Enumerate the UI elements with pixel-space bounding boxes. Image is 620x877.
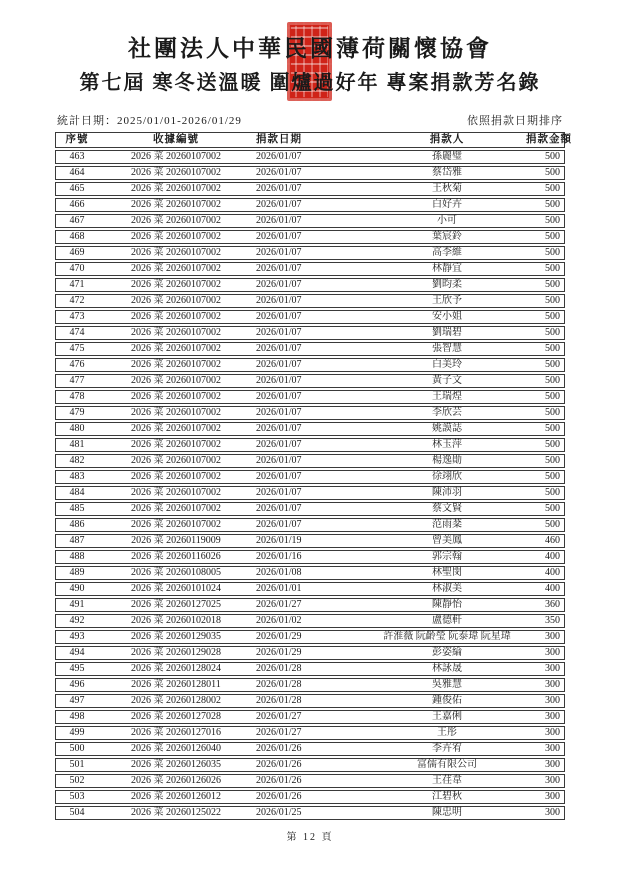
cell-seq: 496 bbox=[69, 679, 85, 690]
cell-amount: 500 bbox=[545, 359, 560, 370]
cell-receipt-no: 2026 菜 20260102018 bbox=[131, 615, 221, 626]
cell-donor: 許淮薇 阮齡瑩 阮泰瑋 阮星瑋 bbox=[383, 631, 511, 642]
cell-amount: 300 bbox=[545, 695, 560, 706]
cell-receipt-no: 2026 菜 20260107002 bbox=[131, 455, 221, 466]
cell-donor: 林詠晟 bbox=[432, 663, 462, 674]
cell-donation-date: 2026/01/07 bbox=[256, 455, 302, 466]
cell-seq: 479 bbox=[69, 407, 85, 418]
cell-receipt-no: 2026 菜 20260107002 bbox=[131, 183, 221, 194]
table-row bbox=[55, 454, 565, 468]
cell-amount: 500 bbox=[545, 503, 560, 514]
cell-receipt-no: 2026 菜 20260107002 bbox=[131, 407, 221, 418]
cell-receipt-no: 2026 菜 20260107002 bbox=[131, 375, 221, 386]
table-row bbox=[55, 694, 565, 708]
table-row bbox=[55, 294, 565, 308]
cell-seq: 480 bbox=[69, 423, 85, 434]
cell-donor: 吳雅慧 bbox=[432, 679, 462, 690]
cell-amount: 500 bbox=[545, 279, 560, 290]
table-row bbox=[55, 438, 565, 452]
cell-donation-date: 2026/01/26 bbox=[256, 759, 302, 770]
cell-donor: 王欣予 bbox=[432, 295, 462, 306]
cell-amount: 500 bbox=[545, 423, 560, 434]
cell-donation-date: 2026/01/07 bbox=[256, 215, 302, 226]
cell-donor: 王荏韋 bbox=[432, 775, 462, 786]
cell-receipt-no: 2026 菜 20260107002 bbox=[131, 199, 221, 210]
table-row bbox=[55, 582, 565, 596]
cell-amount: 300 bbox=[545, 647, 560, 658]
cell-donor: 小可 bbox=[437, 215, 457, 226]
cell-amount: 500 bbox=[545, 263, 560, 274]
cell-donation-date: 2026/01/07 bbox=[256, 375, 302, 386]
table-row bbox=[55, 790, 565, 804]
cell-donation-date: 2026/01/07 bbox=[256, 471, 302, 482]
cell-amount: 500 bbox=[545, 215, 560, 226]
cell-seq: 463 bbox=[69, 151, 85, 162]
cell-donor: 安小姐 bbox=[432, 311, 462, 322]
table-body bbox=[55, 150, 565, 820]
cell-donation-date: 2026/01/07 bbox=[256, 247, 302, 258]
cell-donation-date: 2026/01/07 bbox=[256, 151, 302, 162]
cell-amount: 500 bbox=[545, 407, 560, 418]
cell-receipt-no: 2026 菜 20260127025 bbox=[131, 599, 221, 610]
cell-donor: 林玉萍 bbox=[432, 439, 462, 450]
cell-donor: 林聖閔 bbox=[432, 567, 462, 578]
cell-donor: 江碧秋 bbox=[432, 791, 462, 802]
cell-donation-date: 2026/01/07 bbox=[256, 279, 302, 290]
cell-seq: 473 bbox=[69, 311, 85, 322]
table-row bbox=[55, 262, 565, 276]
cell-donor: 富儒有限公司 bbox=[417, 759, 477, 770]
cell-amount: 400 bbox=[545, 551, 560, 562]
cell-seq: 501 bbox=[69, 759, 85, 770]
cell-amount: 300 bbox=[545, 663, 560, 674]
cell-donation-date: 2026/01/28 bbox=[256, 695, 302, 706]
cell-amount: 400 bbox=[545, 567, 560, 578]
table-row bbox=[55, 358, 565, 372]
cell-amount: 500 bbox=[545, 167, 560, 178]
table-row bbox=[55, 518, 565, 532]
cell-seq: 490 bbox=[69, 583, 85, 594]
cell-seq: 472 bbox=[69, 295, 85, 306]
cell-seq: 476 bbox=[69, 359, 85, 370]
cell-seq: 475 bbox=[69, 343, 85, 354]
cell-receipt-no: 2026 菜 20260107002 bbox=[131, 295, 221, 306]
table-row bbox=[55, 390, 565, 404]
cell-amount: 300 bbox=[545, 679, 560, 690]
cell-receipt-no: 2026 菜 20260127016 bbox=[131, 727, 221, 738]
cell-donor: 姚謨誌 bbox=[432, 423, 462, 434]
cell-receipt-no: 2026 菜 20260107002 bbox=[131, 343, 221, 354]
cell-receipt-no: 2026 菜 20260107002 bbox=[131, 231, 221, 242]
cell-seq: 465 bbox=[69, 183, 85, 194]
table-row bbox=[55, 486, 565, 500]
cell-receipt-no: 2026 菜 20260107002 bbox=[131, 391, 221, 402]
cell-receipt-no: 2026 菜 20260126012 bbox=[131, 791, 221, 802]
table-row bbox=[55, 374, 565, 388]
cell-seq: 469 bbox=[69, 247, 85, 258]
cell-donation-date: 2026/01/07 bbox=[256, 519, 302, 530]
sort-order-label: 依照捐款日期排序 bbox=[467, 115, 563, 127]
cell-donation-date: 2026/01/28 bbox=[256, 663, 302, 674]
cell-amount: 300 bbox=[545, 631, 560, 642]
association-title: 社團法人中華民國薄荷關懷協會 bbox=[128, 36, 492, 61]
table-row bbox=[55, 678, 565, 692]
table-row bbox=[55, 230, 565, 244]
header-donor: 捐款人 bbox=[429, 134, 465, 145]
cell-receipt-no: 2026 菜 20260107002 bbox=[131, 279, 221, 290]
cell-donation-date: 2026/01/07 bbox=[256, 487, 302, 498]
cell-donation-date: 2026/01/16 bbox=[256, 551, 302, 562]
cell-donor: 黃子文 bbox=[432, 375, 462, 386]
table-row bbox=[55, 566, 565, 580]
cell-amount: 500 bbox=[545, 439, 560, 450]
cell-donation-date: 2026/01/07 bbox=[256, 407, 302, 418]
cell-seq: 492 bbox=[69, 615, 85, 626]
cell-receipt-no: 2026 菜 20260107002 bbox=[131, 359, 221, 370]
cell-receipt-no: 2026 菜 20260107002 bbox=[131, 487, 221, 498]
cell-receipt-no: 2026 菜 20260127028 bbox=[131, 711, 221, 722]
cell-seq: 498 bbox=[69, 711, 85, 722]
cell-amount: 300 bbox=[545, 791, 560, 802]
stats-date-label: 統計日期：2025/01/01-2026/01/29 bbox=[57, 115, 242, 127]
cell-donation-date: 2026/01/07 bbox=[256, 263, 302, 274]
cell-donor: 李卉宥 bbox=[432, 743, 462, 754]
table-row bbox=[55, 630, 565, 644]
cell-donation-date: 2026/01/27 bbox=[256, 599, 302, 610]
cell-receipt-no: 2026 菜 20260107002 bbox=[131, 327, 221, 338]
cell-donor: 蔡岱雅 bbox=[432, 167, 462, 178]
campaign-subtitle: 第七屆 寒冬送溫暖 圍爐過好年 專案捐款芳名錄 bbox=[79, 72, 541, 94]
cell-donation-date: 2026/01/29 bbox=[256, 631, 302, 642]
cell-donor: 王彤 bbox=[437, 727, 457, 738]
cell-receipt-no: 2026 菜 20260107002 bbox=[131, 311, 221, 322]
cell-donor: 郭宗翰 bbox=[432, 551, 462, 562]
cell-seq: 482 bbox=[69, 455, 85, 466]
table-row bbox=[55, 502, 565, 516]
cell-receipt-no: 2026 菜 20260128024 bbox=[131, 663, 221, 674]
cell-seq: 494 bbox=[69, 647, 85, 658]
cell-amount: 500 bbox=[545, 183, 560, 194]
cell-donor: 范雨棻 bbox=[432, 519, 462, 530]
cell-seq: 474 bbox=[69, 327, 85, 338]
cell-amount: 500 bbox=[545, 327, 560, 338]
cell-amount: 500 bbox=[545, 199, 560, 210]
table-row bbox=[55, 406, 565, 420]
table-row bbox=[55, 422, 565, 436]
cell-donation-date: 2026/01/26 bbox=[256, 743, 302, 754]
cell-donor: 陳靜怡 bbox=[432, 599, 462, 610]
cell-receipt-no: 2026 菜 20260107002 bbox=[131, 263, 221, 274]
cell-donation-date: 2026/01/07 bbox=[256, 199, 302, 210]
cell-seq: 497 bbox=[69, 695, 85, 706]
table-row bbox=[55, 470, 565, 484]
cell-seq: 483 bbox=[69, 471, 85, 482]
cell-receipt-no: 2026 菜 20260101024 bbox=[131, 583, 221, 594]
cell-donation-date: 2026/01/07 bbox=[256, 359, 302, 370]
cell-donation-date: 2026/01/07 bbox=[256, 391, 302, 402]
cell-amount: 500 bbox=[545, 295, 560, 306]
cell-amount: 500 bbox=[545, 343, 560, 354]
cell-amount: 500 bbox=[545, 231, 560, 242]
cell-donor: 盧德軒 bbox=[432, 615, 462, 626]
cell-receipt-no: 2026 菜 20260126026 bbox=[131, 775, 221, 786]
cell-donation-date: 2026/01/27 bbox=[256, 727, 302, 738]
cell-receipt-no: 2026 菜 20260107002 bbox=[131, 167, 221, 178]
cell-seq: 489 bbox=[69, 567, 85, 578]
table-row bbox=[55, 182, 565, 196]
cell-donor: 劉昀柔 bbox=[432, 279, 462, 290]
cell-receipt-no: 2026 菜 20260125022 bbox=[131, 807, 221, 818]
cell-donation-date: 2026/01/27 bbox=[256, 711, 302, 722]
cell-seq: 486 bbox=[69, 519, 85, 530]
cell-seq: 468 bbox=[69, 231, 85, 242]
cell-donation-date: 2026/01/26 bbox=[256, 791, 302, 802]
cell-seq: 466 bbox=[69, 199, 85, 210]
table-row bbox=[55, 726, 565, 740]
cell-amount: 500 bbox=[545, 519, 560, 530]
cell-amount: 500 bbox=[545, 487, 560, 498]
table-row bbox=[55, 806, 565, 820]
cell-seq: 470 bbox=[69, 263, 85, 274]
cell-seq: 471 bbox=[69, 279, 85, 290]
table-row bbox=[55, 246, 565, 260]
cell-amount: 400 bbox=[545, 583, 560, 594]
cell-receipt-no: 2026 菜 20260129028 bbox=[131, 647, 221, 658]
cell-seq: 504 bbox=[69, 807, 85, 818]
cell-seq: 487 bbox=[69, 535, 85, 546]
cell-amount: 350 bbox=[545, 615, 560, 626]
cell-amount: 500 bbox=[545, 471, 560, 482]
cell-donor: 蔡文賢 bbox=[432, 503, 462, 514]
cell-receipt-no: 2026 菜 20260107002 bbox=[131, 503, 221, 514]
table-header-row bbox=[55, 132, 572, 148]
cell-donor: 王秋菊 bbox=[432, 183, 462, 194]
table-row bbox=[55, 150, 565, 164]
table-row bbox=[55, 166, 565, 180]
cell-amount: 300 bbox=[545, 775, 560, 786]
cell-amount: 360 bbox=[545, 599, 560, 610]
cell-receipt-no: 2026 菜 20260128011 bbox=[131, 679, 221, 690]
cell-receipt-no: 2026 菜 20260126040 bbox=[131, 743, 221, 754]
cell-donor: 楊逸勛 bbox=[432, 455, 462, 466]
cell-receipt-no: 2026 菜 20260107002 bbox=[131, 519, 221, 530]
cell-donation-date: 2026/01/07 bbox=[256, 439, 302, 450]
cell-seq: 478 bbox=[69, 391, 85, 402]
table-row bbox=[55, 534, 565, 548]
cell-seq: 503 bbox=[69, 791, 85, 802]
cell-donation-date: 2026/01/07 bbox=[256, 183, 302, 194]
cell-donation-date: 2026/01/07 bbox=[256, 423, 302, 434]
header-donation-date: 捐款日期 bbox=[256, 134, 302, 145]
table-row bbox=[55, 550, 565, 564]
cell-donation-date: 2026/01/08 bbox=[256, 567, 302, 578]
table-row bbox=[55, 646, 565, 660]
cell-amount: 300 bbox=[545, 711, 560, 722]
cell-donor: 白好卉 bbox=[432, 199, 462, 210]
cell-donor: 彭姿綸 bbox=[432, 647, 462, 658]
page-number: 第 12 頁 bbox=[286, 832, 334, 843]
cell-amount: 500 bbox=[545, 151, 560, 162]
cell-donor: 林靜宜 bbox=[432, 263, 462, 274]
cell-seq: 464 bbox=[69, 167, 85, 178]
cell-donation-date: 2026/01/07 bbox=[256, 503, 302, 514]
table-row bbox=[55, 198, 565, 212]
cell-seq: 491 bbox=[69, 599, 85, 610]
cell-seq: 485 bbox=[69, 503, 85, 514]
cell-seq: 495 bbox=[69, 663, 85, 674]
cell-receipt-no: 2026 菜 20260107002 bbox=[131, 151, 221, 162]
cell-receipt-no: 2026 菜 20260107002 bbox=[131, 247, 221, 258]
cell-seq: 488 bbox=[69, 551, 85, 562]
table-row bbox=[55, 742, 565, 756]
cell-donor: 曾美鳳 bbox=[432, 535, 462, 546]
cell-donor: 孫麗璧 bbox=[432, 151, 462, 162]
cell-donor: 徐翊欣 bbox=[432, 471, 462, 482]
header-amount: 捐款金額 bbox=[526, 134, 572, 145]
table-row bbox=[55, 710, 565, 724]
table-row bbox=[55, 214, 565, 228]
cell-seq: 481 bbox=[69, 439, 85, 450]
cell-seq: 502 bbox=[69, 775, 85, 786]
cell-donation-date: 2026/01/07 bbox=[256, 327, 302, 338]
cell-receipt-no: 2026 菜 20260108005 bbox=[131, 567, 221, 578]
cell-receipt-no: 2026 菜 20260119009 bbox=[131, 535, 221, 546]
cell-donation-date: 2026/01/28 bbox=[256, 679, 302, 690]
cell-amount: 460 bbox=[545, 535, 560, 546]
cell-donation-date: 2026/01/25 bbox=[256, 807, 302, 818]
cell-amount: 500 bbox=[545, 247, 560, 258]
cell-receipt-no: 2026 菜 20260107002 bbox=[131, 215, 221, 226]
cell-seq: 477 bbox=[69, 375, 85, 386]
report-header bbox=[0, 0, 620, 98]
cell-donation-date: 2026/01/01 bbox=[256, 583, 302, 594]
cell-receipt-no: 2026 菜 20260107002 bbox=[131, 471, 221, 482]
table-row bbox=[55, 598, 565, 612]
cell-donor: 劉瑞碧 bbox=[432, 327, 462, 338]
table-row bbox=[55, 614, 565, 628]
cell-donation-date: 2026/01/26 bbox=[256, 775, 302, 786]
cell-donor: 鍾俊佑 bbox=[432, 695, 462, 706]
cell-amount: 500 bbox=[545, 391, 560, 402]
cell-amount: 300 bbox=[545, 759, 560, 770]
cell-seq: 500 bbox=[69, 743, 85, 754]
cell-donation-date: 2026/01/07 bbox=[256, 343, 302, 354]
cell-donation-date: 2026/01/19 bbox=[256, 535, 302, 546]
cell-amount: 500 bbox=[545, 375, 560, 386]
cell-receipt-no: 2026 菜 20260107002 bbox=[131, 423, 221, 434]
table-row bbox=[55, 342, 565, 356]
cell-seq: 493 bbox=[69, 631, 85, 642]
cell-receipt-no: 2026 菜 20260116026 bbox=[131, 551, 221, 562]
table-row bbox=[55, 310, 565, 324]
cell-donor: 王瑞煌 bbox=[432, 391, 462, 402]
cell-receipt-no: 2026 菜 20260128002 bbox=[131, 695, 221, 706]
cell-donor: 高李維 bbox=[432, 247, 462, 258]
cell-donation-date: 2026/01/02 bbox=[256, 615, 302, 626]
cell-donation-date: 2026/01/07 bbox=[256, 231, 302, 242]
cell-seq: 467 bbox=[69, 215, 85, 226]
cell-amount: 300 bbox=[545, 727, 560, 738]
table-row bbox=[55, 662, 565, 676]
cell-donation-date: 2026/01/07 bbox=[256, 295, 302, 306]
cell-donation-date: 2026/01/29 bbox=[256, 647, 302, 658]
cell-receipt-no: 2026 菜 20260129035 bbox=[131, 631, 221, 642]
meta-line bbox=[57, 112, 563, 128]
cell-amount: 500 bbox=[545, 455, 560, 466]
cell-donor: 葉宸鈴 bbox=[432, 231, 462, 242]
cell-donor: 陳沛羽 bbox=[432, 487, 462, 498]
cell-donor: 王嘉俐 bbox=[432, 711, 462, 722]
cell-receipt-no: 2026 菜 20260126035 bbox=[131, 759, 221, 770]
cell-amount: 500 bbox=[545, 311, 560, 322]
cell-donor: 白美玲 bbox=[432, 359, 462, 370]
table-row bbox=[55, 326, 565, 340]
cell-donor: 陳忠明 bbox=[432, 807, 462, 818]
cell-donor: 李欣芸 bbox=[432, 407, 462, 418]
table-row bbox=[55, 774, 565, 788]
cell-amount: 300 bbox=[545, 743, 560, 754]
cell-seq: 499 bbox=[69, 727, 85, 738]
header-seq: 序號 bbox=[65, 134, 89, 145]
cell-seq: 484 bbox=[69, 487, 85, 498]
cell-donation-date: 2026/01/07 bbox=[256, 167, 302, 178]
cell-donation-date: 2026/01/07 bbox=[256, 311, 302, 322]
cell-amount: 300 bbox=[545, 807, 560, 818]
table-row bbox=[55, 758, 565, 772]
header-receipt-no: 收據編號 bbox=[153, 134, 199, 145]
cell-donor: 張智慧 bbox=[432, 343, 462, 354]
cell-receipt-no: 2026 菜 20260107002 bbox=[131, 439, 221, 450]
cell-donor: 林淑美 bbox=[432, 583, 462, 594]
donation-table bbox=[55, 132, 572, 820]
table-row bbox=[55, 278, 565, 292]
